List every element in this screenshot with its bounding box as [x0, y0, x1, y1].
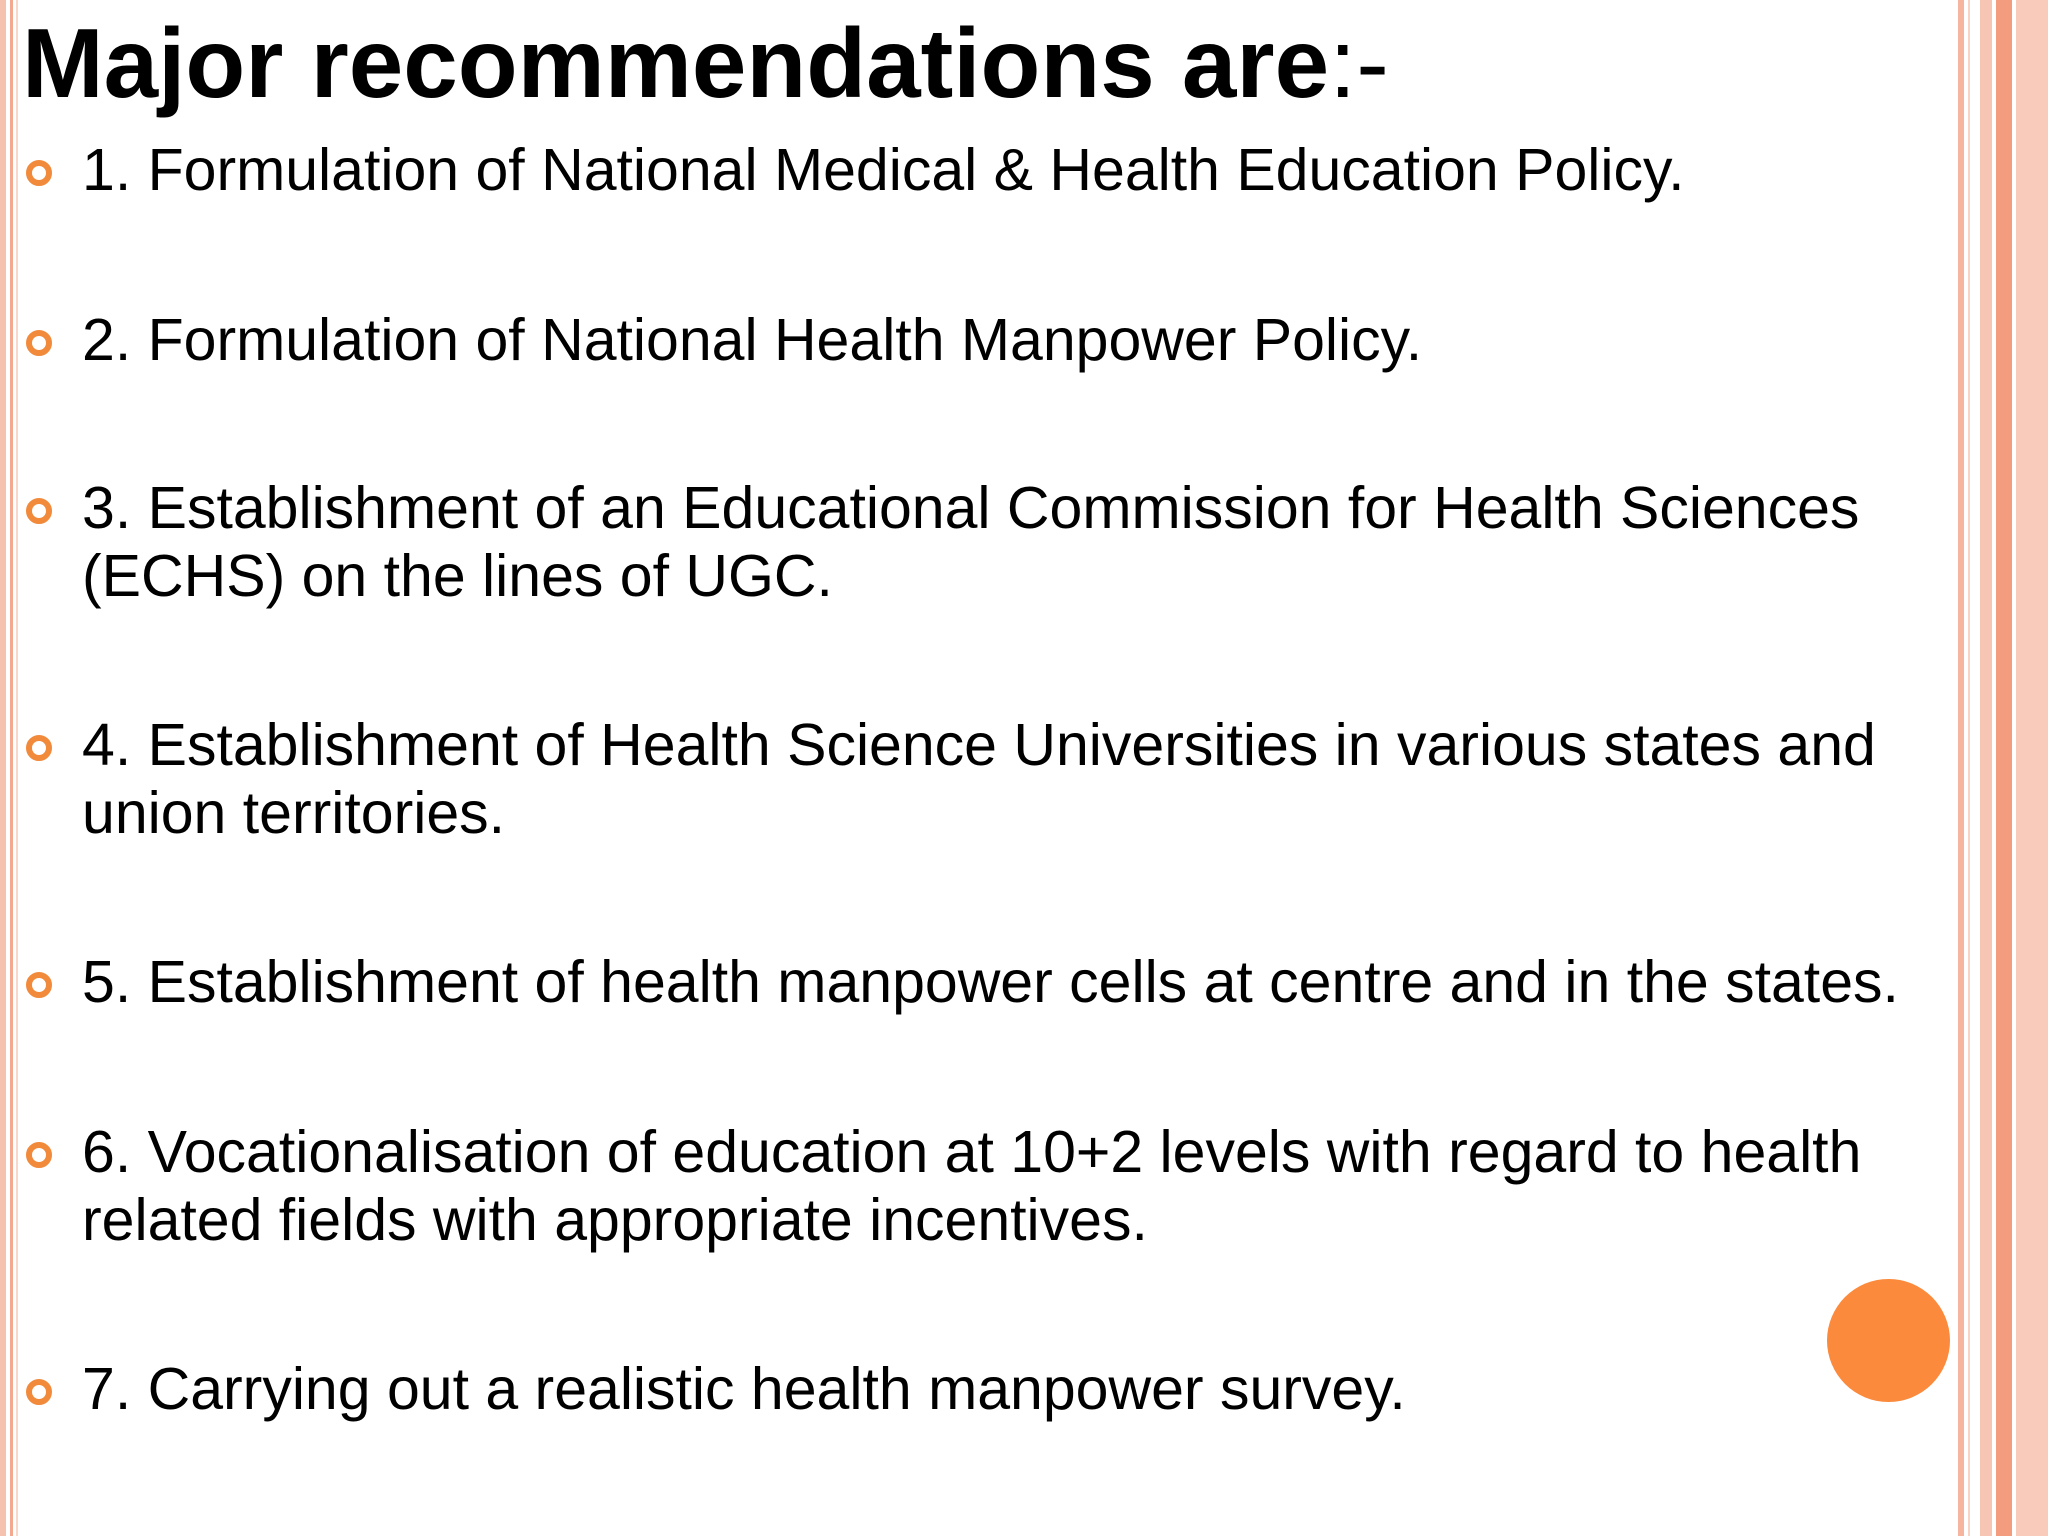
ring-bullet-icon	[26, 160, 52, 186]
ring-bullet-icon	[26, 972, 52, 998]
list-item-text: 3. Establishment of an Educational Commission for Health Sciences (ECHS) on the lines of UGC.	[82, 475, 1860, 609]
ring-bullet-icon	[26, 735, 52, 761]
ring-bullet-icon	[26, 330, 52, 356]
slide-title-suffix: :-	[1329, 8, 1389, 118]
ring-bullet-icon	[26, 1142, 52, 1168]
list-item-text: 4. Establishment of Health Science Universities in various states and union territories.	[82, 712, 1876, 846]
ring-bullet-icon	[26, 498, 52, 524]
list-item-text: 1. Formulation of National Medical & Health Education Policy.	[82, 137, 1685, 203]
list-item-text: 2. Formulation of National Health Manpower Policy.	[82, 307, 1423, 373]
slide-title-main: Major recommendations are	[22, 8, 1330, 118]
list-item-text: 5. Establishment of health manpower cells at centre and in the states.	[82, 949, 1899, 1015]
orange-circle-icon	[1827, 1279, 1950, 1402]
list-item-text: 6. Vocationalisation of education at 10+2 levels with regard to health related fields with appropriate incentives.	[82, 1119, 1862, 1253]
ring-bullet-icon	[26, 1379, 52, 1405]
list-item-text: 7. Carrying out a realistic health manpower survey.	[82, 1356, 1406, 1422]
